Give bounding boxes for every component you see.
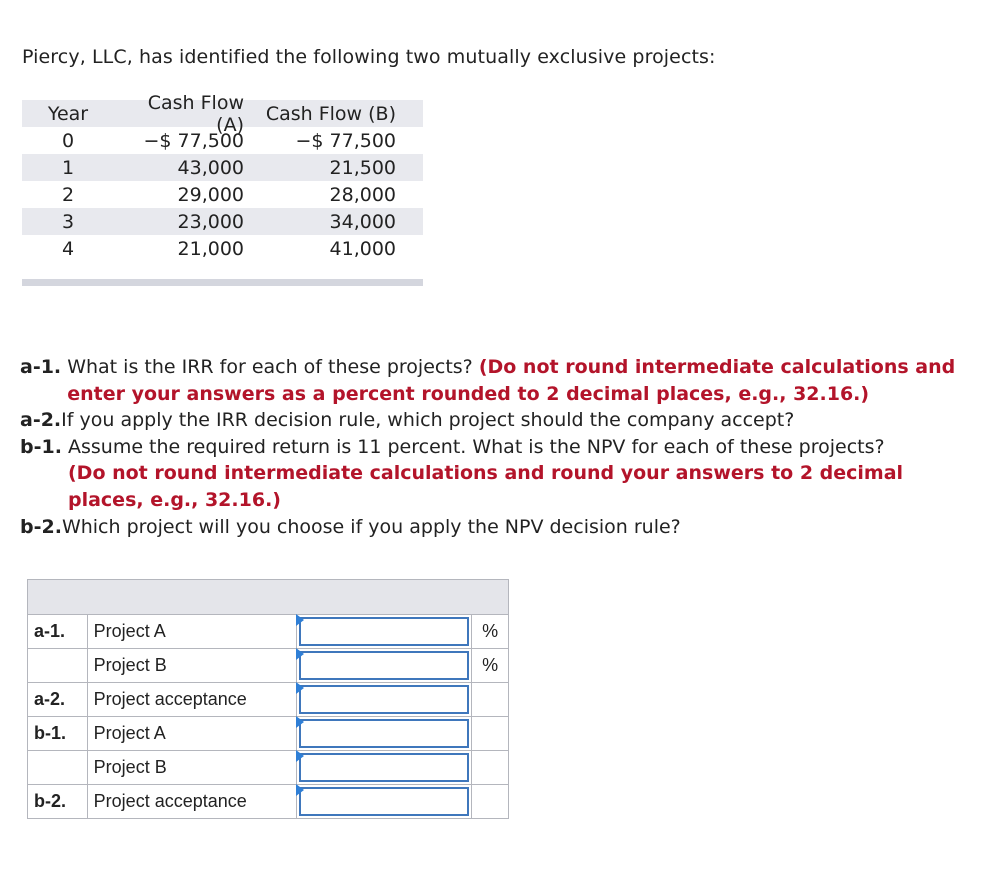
question-instruction: (Do not round intermediate calculations and round your answers to 2 decimal places, e.g., 32.16.) — [67, 462, 904, 511]
answer-row — [28, 717, 509, 751]
cash-flow-a-cell: 23,000 — [177, 210, 244, 233]
input-marker-icon — [296, 784, 304, 796]
answer-part-label: a-1. — [28, 615, 88, 649]
percent-unit: % — [472, 615, 509, 649]
cash-flow-b-cell: 34,000 — [329, 210, 396, 233]
cash-flow-b-cell: −$ 77,500 — [295, 129, 396, 152]
unit-cell — [472, 785, 509, 819]
question-number: a-1. — [20, 356, 62, 378]
answer-row — [28, 615, 509, 649]
npv-project-b-input[interactable] — [299, 753, 469, 782]
answer-item-label: Project B — [87, 649, 296, 683]
year-cell: 0 — [61, 129, 75, 152]
input-marker-icon — [296, 682, 304, 694]
input-marker-icon — [296, 648, 304, 660]
cash-flow-a-cell: −$ 77,500 — [143, 129, 244, 152]
unit-cell — [472, 717, 509, 751]
npv-project-acceptance-select[interactable] — [299, 787, 469, 816]
question-a1 — [20, 354, 965, 407]
answer-item-label: Project A — [87, 717, 296, 751]
cash-flow-row — [22, 235, 423, 262]
npv-project-a-input[interactable] — [299, 719, 469, 748]
irr-project-acceptance-select[interactable] — [299, 685, 469, 714]
cash-flow-b-cell: 41,000 — [329, 237, 396, 260]
question-text: Assume the required return is 11 percent. What is the NPV for each of these projects? — [67, 435, 885, 458]
irr-project-b-input[interactable] — [299, 651, 469, 680]
cash-flow-row — [22, 127, 423, 154]
header-cash-flow-b: Cash Flow (B) — [265, 102, 396, 125]
cash-flow-header-row — [22, 91, 423, 136]
header-year: Year — [47, 102, 89, 125]
cash-flow-row — [22, 181, 423, 208]
answer-part-label: b-1. — [28, 717, 88, 751]
unit-cell — [472, 751, 509, 785]
year-cell: 2 — [61, 183, 75, 206]
cash-flow-row — [22, 208, 423, 235]
question-b1 — [20, 434, 965, 514]
cash-flow-row — [22, 154, 423, 181]
cash-flow-b-cell: 28,000 — [329, 183, 396, 206]
problem-intro: Piercy, LLC, has identified the following two mutually exclusive projects: — [22, 46, 716, 68]
answer-item-label: Project acceptance — [87, 683, 296, 717]
question-number: b-1. — [20, 435, 62, 458]
question-b2 — [20, 514, 965, 541]
question-number: b-2. — [20, 515, 62, 538]
answer-item-label: Project B — [87, 751, 296, 785]
answer-item-label: Project acceptance — [87, 785, 296, 819]
cash-flow-a-cell: 29,000 — [177, 183, 244, 206]
year-cell: 3 — [61, 210, 75, 233]
cash-flow-a-cell: 21,000 — [177, 237, 244, 260]
year-cell: 1 — [61, 156, 75, 179]
answer-row — [28, 785, 509, 819]
input-marker-icon — [296, 614, 304, 626]
answer-table-header — [28, 580, 509, 615]
answer-row — [28, 751, 509, 785]
question-text: Which project will you choose if you apply the NPV decision rule? — [61, 515, 681, 538]
cash-flow-b-cell: 21,500 — [329, 156, 396, 179]
answer-part-label: a-2. — [28, 683, 88, 717]
answer-part-label: b-2. — [28, 785, 88, 819]
answer-item-label: Project A — [87, 615, 296, 649]
irr-project-a-input[interactable] — [299, 617, 469, 646]
cash-flow-table — [22, 91, 423, 262]
input-marker-icon — [296, 750, 304, 762]
answer-row — [28, 649, 509, 683]
answer-row — [28, 683, 509, 717]
input-marker-icon — [296, 716, 304, 728]
table-footer-bar — [22, 279, 423, 286]
question-a2 — [20, 407, 965, 434]
question-list — [20, 354, 965, 540]
question-instruction: (Do not round intermediate calculations and enter your answers as a percent rounded to 2 decimal places, e.g., 32.16.) — [67, 356, 956, 405]
answer-part-label — [28, 751, 88, 785]
unit-cell — [472, 683, 509, 717]
answer-part-label — [28, 649, 88, 683]
header-cash-flow-a: Cash Flow (A) — [147, 91, 244, 136]
question-text: What is the IRR for each of these projects? — [67, 356, 479, 378]
question-number: a-2. — [20, 409, 62, 432]
answer-table — [27, 579, 509, 819]
year-cell: 4 — [61, 237, 75, 260]
question-text: If you apply the IRR decision rule, which project should the company accept? — [61, 409, 795, 432]
percent-unit: % — [472, 649, 509, 683]
cash-flow-a-cell: 43,000 — [177, 156, 244, 179]
